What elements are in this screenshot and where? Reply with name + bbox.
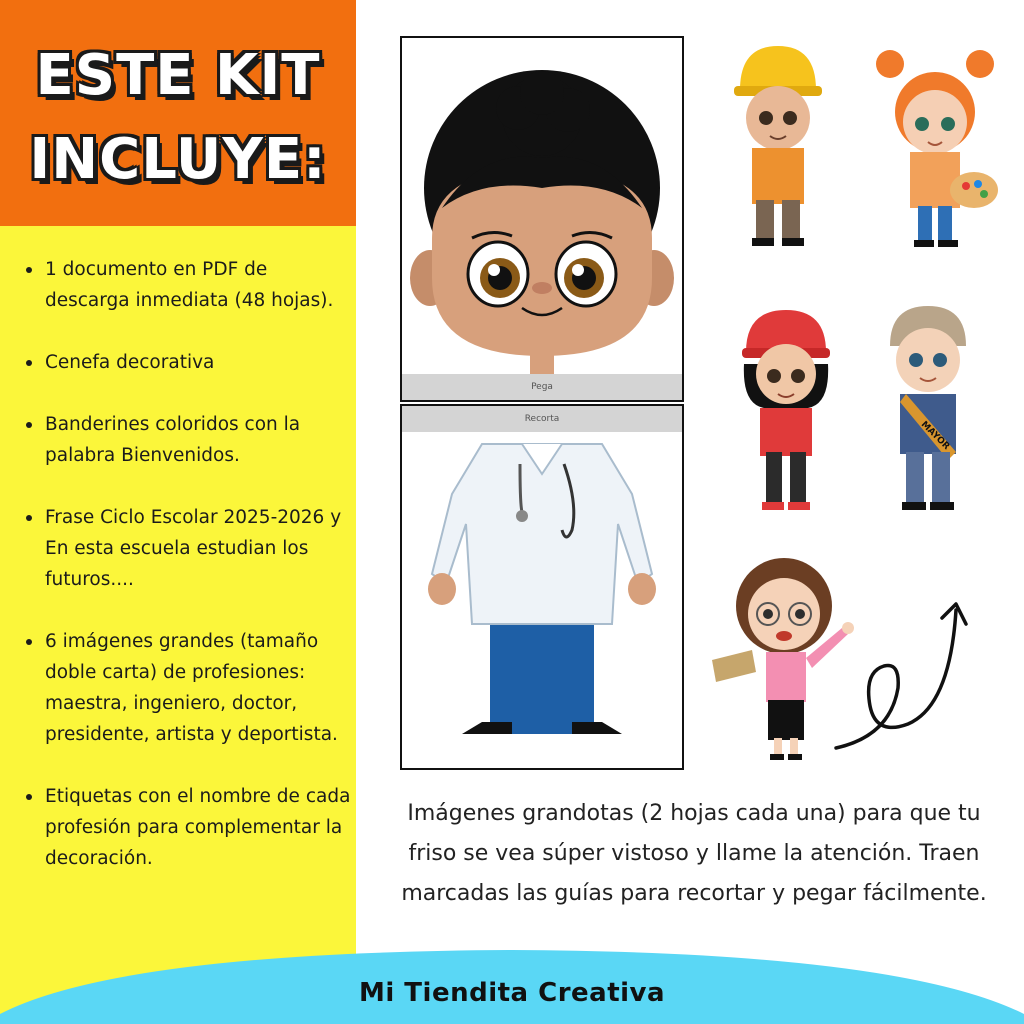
list-item-text: Etiquetas con el nombre de cada profesión para complementar la decoración. [45, 786, 351, 869]
athlete-icon [734, 304, 838, 514]
brand-name: Mi Tiendita Creativa [358, 978, 666, 1008]
list-item [22, 347, 356, 378]
title-line-2: INCLUYE: [29, 127, 327, 192]
bullet-dot-icon [26, 639, 32, 645]
list-item-text: Banderines coloridos con la palabra Bienvenidos. [45, 414, 301, 466]
doctor-body-icon [402, 434, 682, 768]
list-item [22, 781, 356, 874]
list-item [22, 254, 356, 316]
list-item-text: Frase Ciclo Escolar 2025-2026 y En esta escuela estudian los futuros.... [45, 507, 342, 590]
engineer-icon [730, 40, 826, 252]
sash-text: MAYOR [918, 419, 952, 453]
list-item-text: Cenefa decorativa [45, 352, 215, 373]
cut-guide-bar: Recorta [402, 406, 682, 432]
bullet-dot-icon [26, 360, 32, 366]
list-item-text: 6 imágenes grandes (tamaño doble carta) de profesiones: maestra, ingeniero, doctor, presidente, artista y deportista. [45, 631, 338, 745]
title-line-1: ESTE KIT [35, 43, 321, 108]
list-item-text: 1 documento en PDF de descarga inmediata (48 hojas). [45, 259, 334, 311]
list-item [22, 502, 356, 595]
bullet-dot-icon [26, 267, 32, 273]
mayor-icon [876, 302, 980, 514]
paste-guide-bar: Pega [402, 374, 682, 400]
bullet-dot-icon [26, 422, 32, 428]
title-box [0, 0, 356, 226]
body-sheet-panel [400, 404, 684, 770]
head-sheet-panel [400, 36, 684, 402]
kit-title [0, 34, 356, 202]
artist-icon [870, 40, 1000, 252]
list-item [22, 626, 356, 750]
included-items-list [22, 254, 356, 905]
caption-text: Imágenes grandotas (2 hojas cada una) para que tu friso se vea súper vistoso y llame la atención. Traen marcadas las guías para recortar y pegar fácilmente. [401, 801, 987, 906]
curly-arrow-icon [830, 596, 970, 756]
doctor-head-icon [402, 38, 682, 374]
bullet-dot-icon [26, 515, 32, 521]
list-item [22, 409, 356, 471]
bullet-dot-icon [26, 794, 32, 800]
